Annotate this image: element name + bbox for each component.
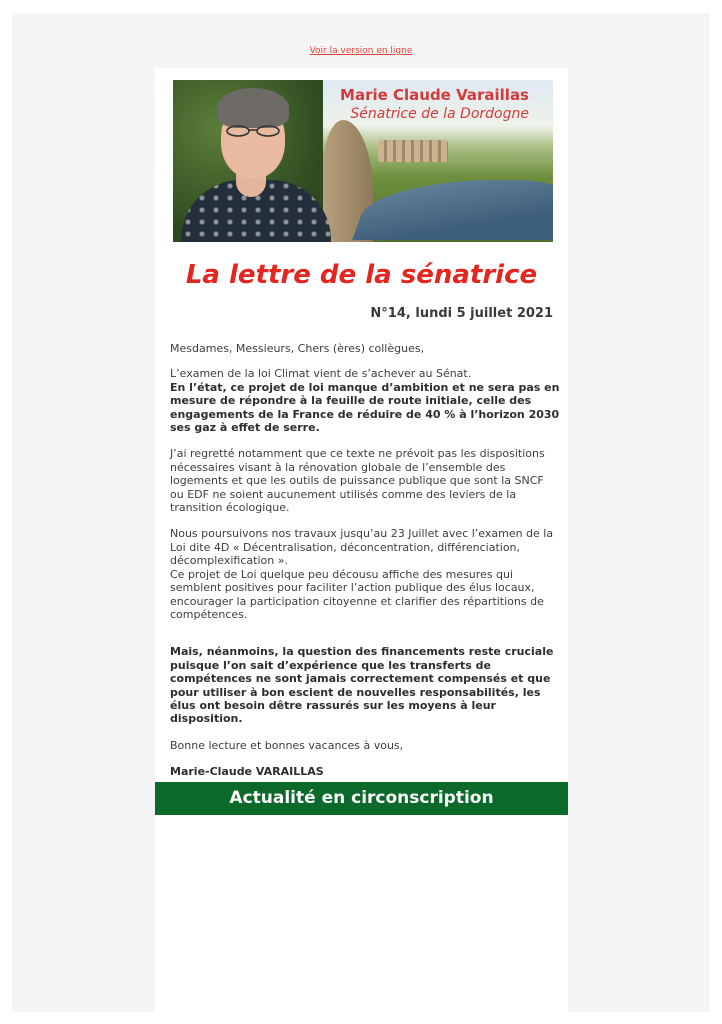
paragraph-intro: L’examen de la loi Climat vient de s’achever au Sénat. (170, 367, 472, 381)
banner-image (173, 80, 553, 242)
banner-role: Sénatrice de la Dordogne (350, 106, 529, 122)
paragraph-renovation: J’ai regretté notamment que ce texte ne prévoit pas les dispositions nécessaires visant à la rénovation globale de l’ensemble des logements et que les outils de puissance publique que sont la SNCF ou EDF ne soient aucunement utilisés comme des leviers de la transition écologique. (170, 447, 545, 515)
paragraph-4d-law: Nous poursuivons nos travaux jusqu’au 23 Juillet avec l’examen de la Loi dite 4D « Décentralisation, déconcentration, différenciation, décomplexification ». (170, 527, 554, 568)
section-header: Actualité en circonscription (155, 782, 568, 815)
glasses-icon (225, 125, 281, 137)
issue-number-date: N°14, lundi 5 juillet 2021 (370, 306, 553, 321)
closing-line: Bonne lecture et bonnes vacances à vous, (170, 738, 404, 752)
banner-name: Marie Claude Varaillas (340, 86, 529, 104)
newsletter-title: La lettre de la sénatrice (185, 260, 538, 290)
paragraph-climate-bold: En l’état, ce projet de loi manque d’ambition et ne sera pas en mesure de répondre à la feuille de route initiale, celle des engagements de la France de réduire de 40 % à l’horizon 2030 ses gaz à effet de serre. (170, 380, 560, 435)
paragraph-4d-measures: Ce projet de Loi quelque peu décousu affiche des mesures qui semblent positives pour faciliter l’action publique des élus locaux, encourager la participation citoyenne et clarifier des répartitions de compétences. (170, 567, 544, 621)
letter-body (170, 342, 560, 779)
signature: Marie-Claude VARAILLAS (170, 765, 324, 779)
village-shape (378, 140, 448, 162)
portrait-hair (217, 88, 289, 128)
paragraph-financing-bold: Mais, néanmoins, la question des financements reste cruciale puisque l’on sait d’expérience que les transferts de compétences ne sont jamais correctement compensés et que pour utiliser à bon escient de nouvelles responsabilités, les élus ont besoin dêtre rassurés sur les moyens à leur disposition. (170, 645, 554, 726)
view-online-link[interactable]: Voir la version en ligne (309, 46, 413, 56)
greeting: Mesdames, Messieurs, Chers (ères) collègues, (170, 342, 425, 355)
